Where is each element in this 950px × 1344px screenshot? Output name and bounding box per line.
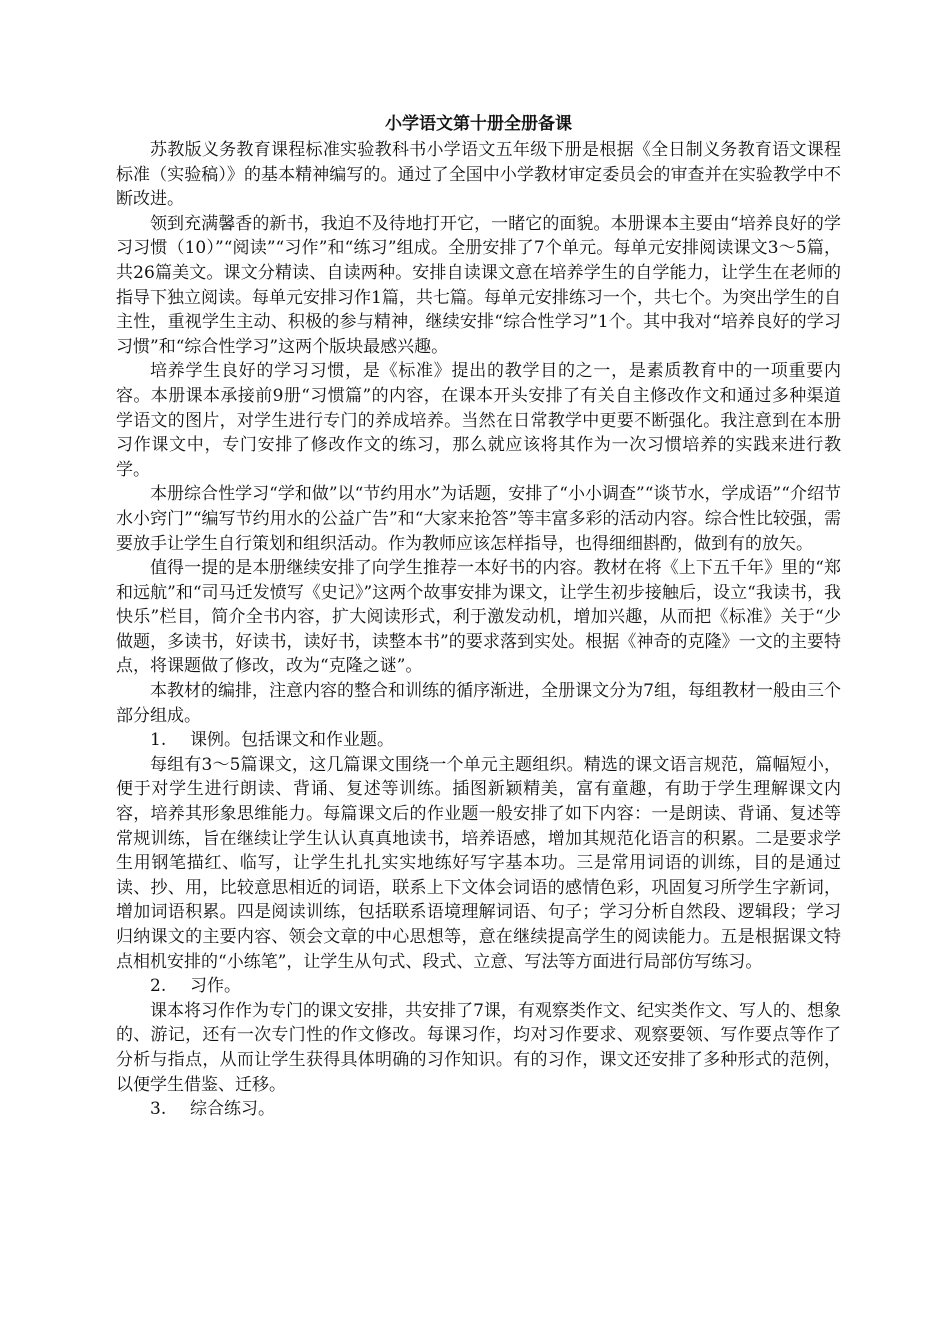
- list-item-number: 2.: [150, 976, 167, 997]
- paragraph-structure: 本教材的编排，注意内容的整合和训练的循序渐进，全册课文分为7组，每组教材一般由三个部分组成。: [116, 681, 841, 726]
- list-item-number: 3.: [150, 1099, 167, 1120]
- document-title: 小学语文第十册全册备课: [385, 114, 572, 134]
- list-item-writing: [116, 974, 841, 999]
- list-item-number: 1.: [150, 730, 167, 751]
- paragraph-lessons-detail: 每组有3～5篇课文，这几篇课文围绕一个单元主题组织。精选的课文语言规范，篇幅短小，便于对学生进行朗读、背诵、复述等训练。插图新颖精美，富有童趣，有助于学生理解课文内容，培养其形象思维能力。每篇课文后的作业题一般安排了如下内容：一是朗读、背诵、复述等常规训练，旨在继续让学生认认真真地读书，培养语感，增加其规范化语言的积累。二是要求学生用钢笔描红、临写，让学生扎扎实实地练好写字基本功。三是常用词语的训练，目的是通过读、抄、用，比较意思相近的词语，联系上下文体会词语的感情色彩，巩固复习所学生字新词，增加词语积累。四是阅读训练，包括联系语境理解词语、句子；学习分析自然段、逻辑段；学习归纳课文的主要内容、领会文章的中心思想等，意在继续提高学生的阅读能力。五是根据课文特点相机安排的“小练笔”，让学生从句式、段式、立意、写法等方面进行局部仿写练习。: [116, 754, 841, 972]
- paragraph-overview: 领到充满馨香的新书，我迫不及待地打开它，一睹它的面貌。本册课本主要由“培养良好的学习习惯（10）”“阅读”“习作”和“练习”组成。全册安排了7个单元。每单元安排阅读课文3～5篇，共26篇美文。课文分精读、自读两种。安排自读课文意在培养学生的自学能力，让学生在老师的指导下独立阅读。每单元安排习作1篇，共七篇。每单元安排练习一个，共七个。为突出学生的自主性，重视学生主动、积极的参与精神，继续安排“综合性学习”1个。其中我对“培养良好的学习习惯”和“综合性学习”这两个版块最感兴趣。: [116, 213, 841, 357]
- paragraph-habits: 培养学生良好的学习习惯，是《标准》提出的教学目的之一，是素质教育中的一项重要内容。本册课本承接前9册“习惯篇”的内容，在课本开头安排了有关自主修改作文和通过多种渠道学语文的图片，对学生进行专门的养成培养。当然在日常教学中更要不断强化。我注意到在本册习作课文中，专门安排了修改作文的练习，那么就应该将其作为一次习惯培养的实践来进行教学。: [116, 361, 841, 480]
- paragraph-intro: 苏教版义务教育课程标准实验教科书小学语文五年级下册是根据《全日制义务教育语文课程标准（实验稿）》的基本精神编写的。通过了全国中小学教材审定委员会的审查并在实验教学中不断改进。: [116, 140, 841, 210]
- paragraph-writing-detail: 课本将习作作为专门的课文安排，共安排了7课，有观察类作文、纪实类作文、写人的、想象的、游记，还有一次专门性的作文修改。每课习作，均对习作要求、观察要领、写作要点等作了分析与指点，从而让学生获得具体明确的习作知识。有的习作，课文还安排了多种形式的范例，以便学生借鉴、迁移。: [116, 1000, 841, 1095]
- document-page: [116, 112, 841, 1122]
- paragraph-comprehensive-study: 本册综合性学习“学和做”以“节约用水”为话题，安排了“小小调查”“谈节水，学成语”“介绍节水小窍门”“编写节约用水的公益广告”和“大家来抢答”等丰富多彩的活动内容。综合性比较强，需要放手让学生自行策划和组织活动。作为教师应该怎样指导，也得细细斟酌，做到有的放矢。: [116, 484, 841, 554]
- list-item-exercises: [116, 1097, 841, 1122]
- list-item-text: 综合练习。: [190, 1099, 275, 1120]
- list-item-text: 课例。包括课文和作业题。: [190, 730, 394, 751]
- list-item-text: 习作。: [190, 976, 241, 997]
- list-item-lessons: [116, 728, 841, 753]
- paragraph-book-recommendation: 值得一提的是本册继续安排了向学生推荐一本好书的内容。教材在将《上下五千年》里的“郑和远航”和“司马迁发愤写《史记》”这两个故事安排为课文，让学生初步接触后，设立“我读书，我快乐”栏目，简介全书内容，扩大阅读形式，利于激发动机，增加兴趣，从而把《标准》关于“少做题，多读书，好读书，读好书，读整本书”的要求落到实处。根据《神奇的克隆》一文的主要特点，将课题做了修改，改为“克隆之谜”。: [116, 558, 841, 677]
